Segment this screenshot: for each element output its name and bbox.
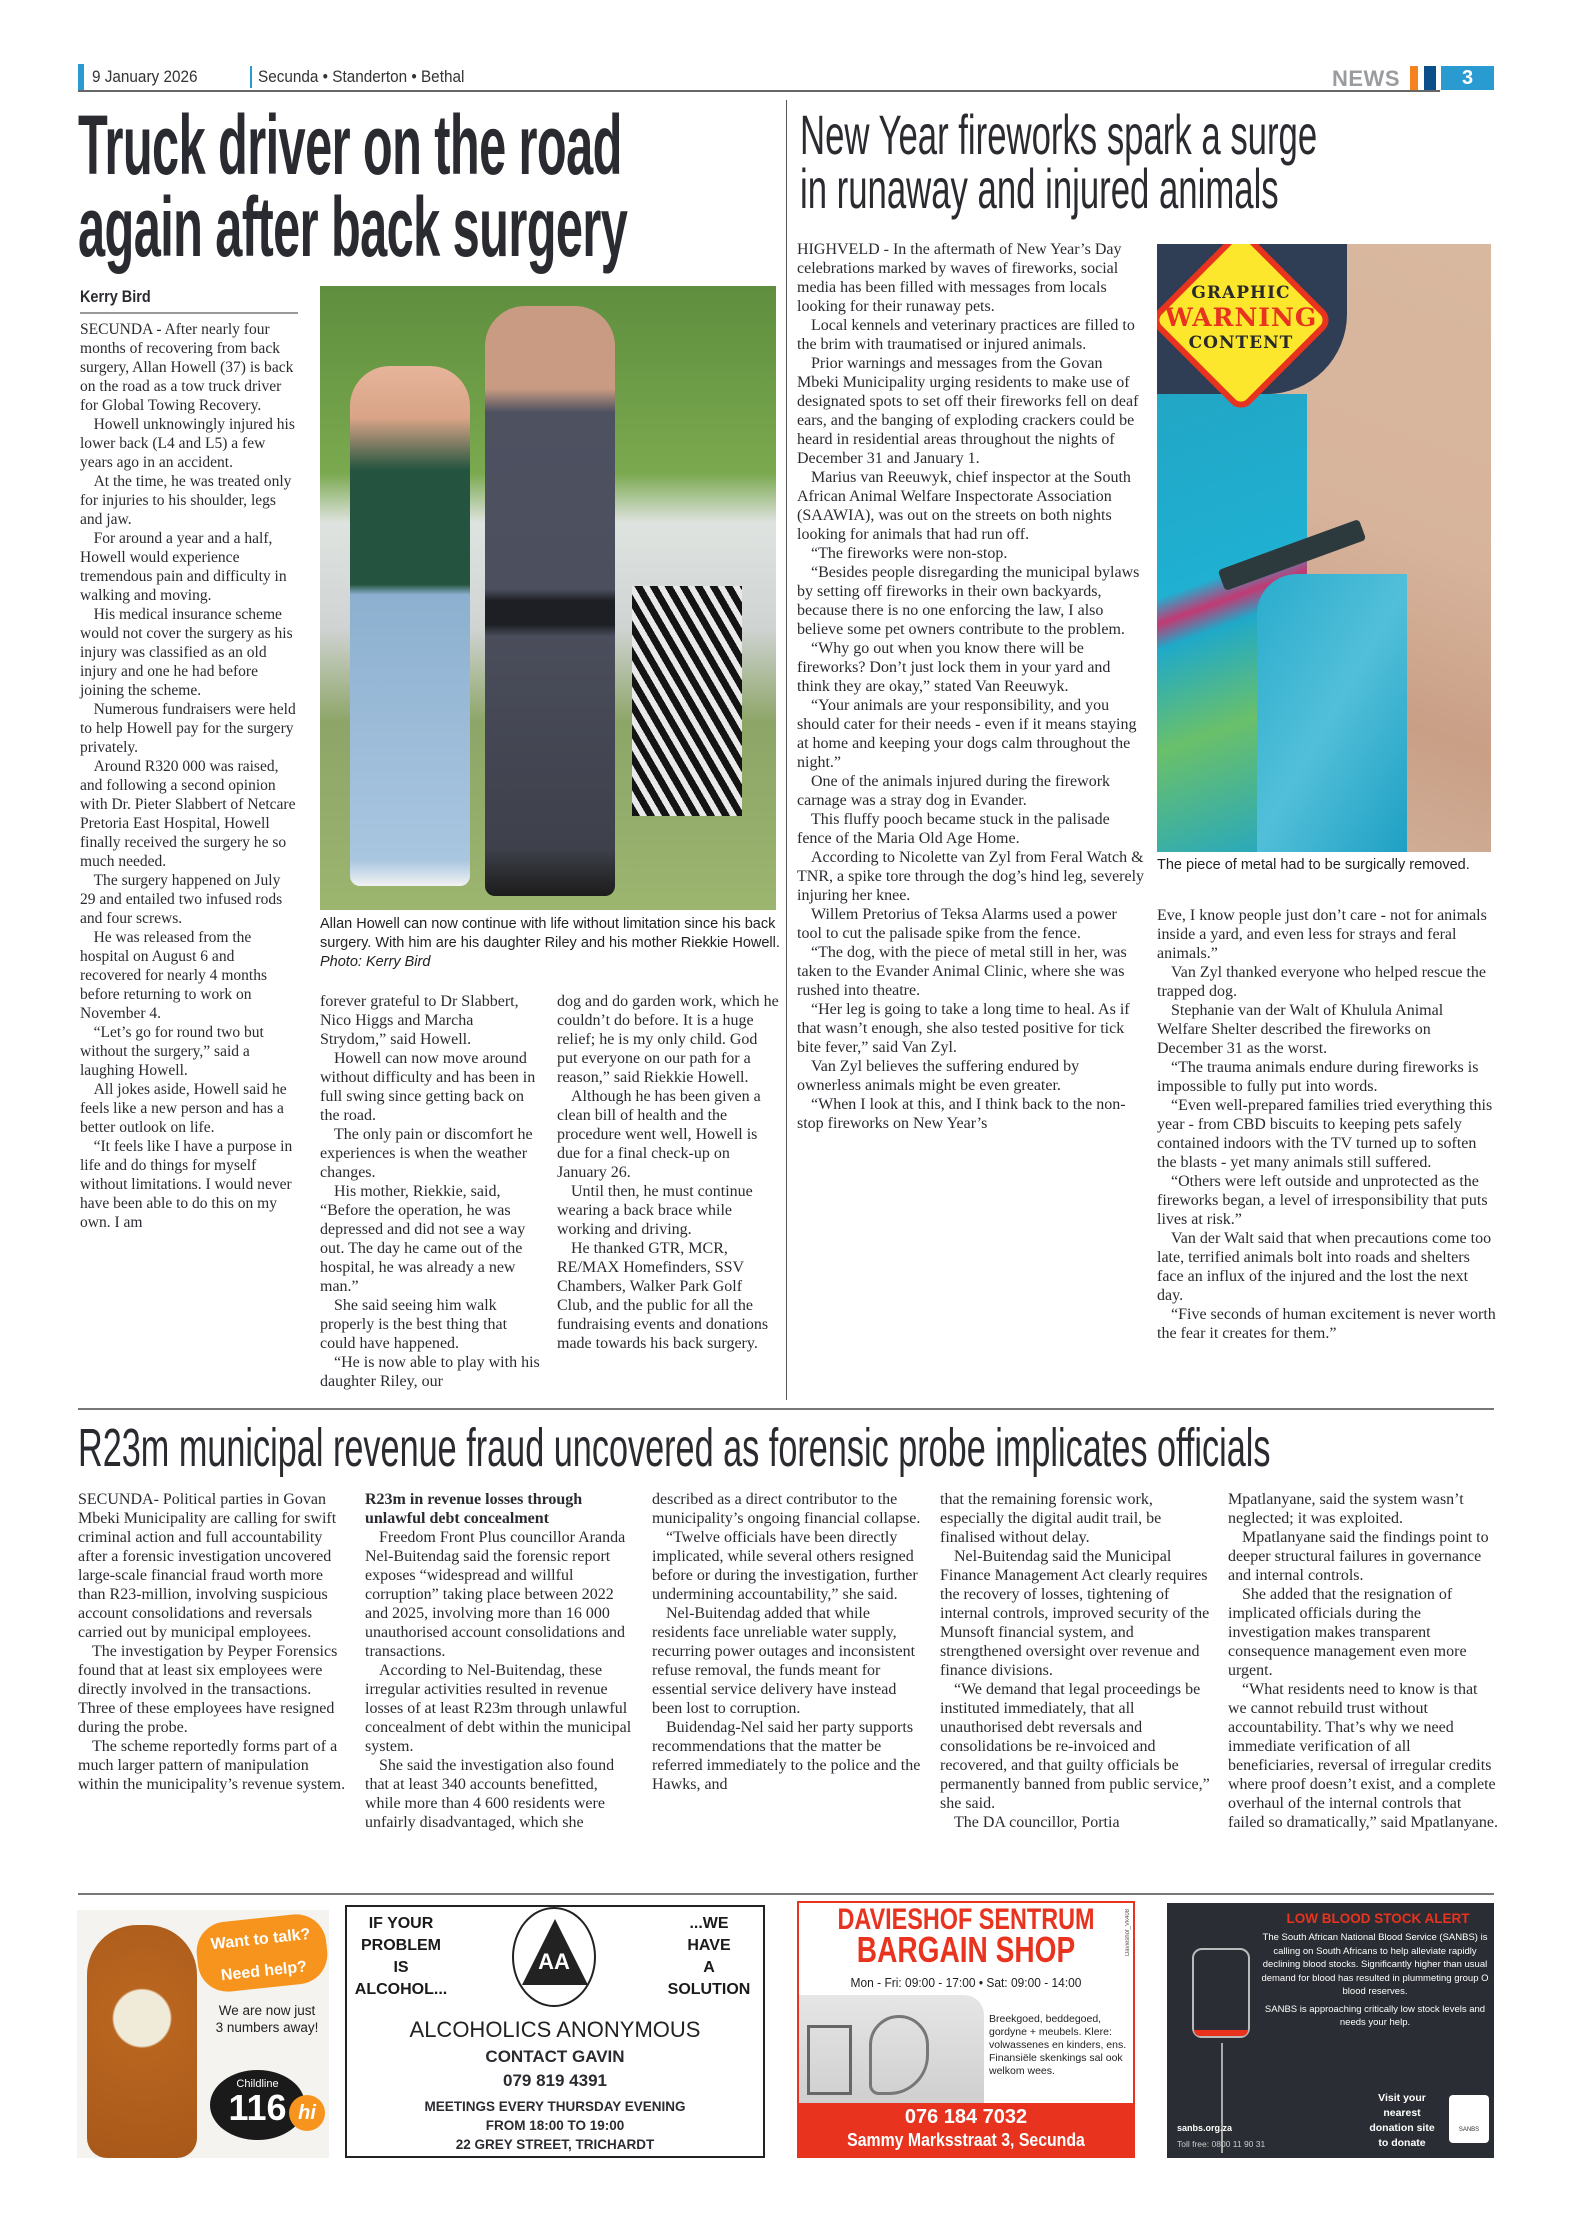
article2-photo	[1157, 244, 1491, 852]
bargain-description: Breekgoed, beddegoed, gordyne + meubels. Klere: volwassenes en kinders, ens. Finansiële skenkings sal ook welkom wees.	[989, 2013, 1127, 2077]
paragraph: One of the animals injured during the firework carnage was a stray dog in Evander.	[797, 773, 1111, 809]
aa-meeting-info	[347, 2097, 763, 2154]
page-number: 3	[1441, 66, 1494, 90]
paragraph: SECUNDA - After nearly four months of recovering from back surgery, Allan Howell (37) is back on the road as a tow truck driver for Global Towing Recovery.	[80, 321, 294, 414]
speech-bubble-icon	[194, 1911, 329, 1994]
sanbs-title: LOW BLOOD STOCK ALERT	[1286, 1911, 1470, 1926]
photo-fabric	[1257, 574, 1407, 852]
aa-line: SOLUTION	[667, 1981, 751, 1998]
sanbs-toll-free: Toll free: 0800 11 90 31	[1177, 2139, 1266, 2149]
paragraph: “He is now able to play with his daughter Riley, our	[320, 1354, 540, 1390]
paragraph: According to Nel-Buitendag, these irregular activities resulted in revenue losses of at least R23m through unlawful concealment of debt within the municipal system.	[365, 1662, 632, 1755]
tagline-line: 3 numbers away!	[215, 2020, 319, 2035]
aa-line: HAVE	[687, 1937, 731, 1954]
paragraph: Although he has been given a clean bill of health and the procedure went well, Howell is due for a final check-up on January 26.	[557, 1088, 761, 1181]
paragraph: This fluffy pooch became stuck in the palisade fence of the Maria Old Age Home.	[797, 811, 1110, 847]
paragraph: dog and do garden work, which he couldn’t do before. It is a huge relief; he is my only child. God put everyone on our path for a reason,” said Riekkie Howell.	[557, 993, 779, 1086]
article1-column-2	[320, 992, 542, 1391]
article1-column-3	[557, 992, 781, 1353]
paragraph: She said seeing him walk properly is the best thing that could have happened.	[320, 1297, 508, 1352]
aa-contact: CONTACT GAVIN	[485, 2047, 625, 2066]
article3-column-1	[78, 1490, 350, 1794]
bargain-title: DAVIESHOF SENTRUM	[837, 1903, 1095, 1936]
aa-line: ALCOHOL...	[354, 1981, 448, 1998]
aa-phone: 079 819 4391	[503, 2071, 607, 2090]
sanbs-paragraph: The South African National Blood Service (SANBS) is calling on South Africans to help alleviate rapidly declining blood stocks. Significantly higher than usual demand for blood has resulted in plummeting group O blood reserves.	[1261, 1932, 1489, 1997]
paragraph: The investigation by Peyper Forensics found that at least six employees were directly involved in the transactions. Three of these employees have resigned during the probe.	[78, 1643, 338, 1736]
sanbs-visit: Visit your nearest donation site to donate	[1369, 2092, 1435, 2149]
paragraph: The scheme reportedly forms part of a much larger pattern of manipulation within the municipality’s revenue system.	[78, 1738, 346, 1793]
subheading: R23m in revenue losses through unlawful debt concealment	[365, 1491, 583, 1527]
paragraph: “Your animals are your responsibility, and you should cater for their needs - even if it means staying at home and keeping your dogs calm throughout the night.”	[797, 697, 1137, 771]
paragraph: He was released from the hospital on August 6 and recovered for nearly 4 months before returning to work on November 4.	[80, 929, 268, 1022]
section-label: NEWS	[1332, 66, 1400, 91]
meeting-line: MEETINGS EVERY THURSDAY EVENING	[424, 2099, 686, 2114]
aa-logo-icon	[512, 1907, 596, 2007]
paragraph: According to Nicolette van Zyl from Feral Watch & TNR, a spike tore through the dog’s hind leg, severely injuring her knee.	[797, 849, 1145, 904]
paragraph: Willem Pretorius of Teksa Alarms used a power tool to cut the palisade spike from the fence.	[797, 906, 1117, 942]
paragraph: described as a direct contributor to the municipality’s ongoing financial collapse.	[652, 1491, 921, 1527]
bargain-phone: 076 184 7032	[904, 2106, 1028, 2128]
paragraph: “The dog, with the piece of metal still in her, was taken to the Evander Animal Clinic, where she was rushed into theatre.	[797, 944, 1127, 999]
paragraph: “When I look at this, and I think back to the non-stop fireworks on New Year’s	[797, 1096, 1126, 1132]
childline-ad[interactable]	[77, 1910, 329, 2158]
article2-column-2	[1157, 906, 1497, 1343]
paragraph: For around a year and a half, Howell would experience tremendous pain and difficulty in walking and moving.	[80, 530, 287, 604]
paragraph: “Besides people disregarding the municipal bylaws by setting off fireworks in their own backyards, because there is no one enforcing the law, I also believe some pet owners contribute to the problem.	[797, 564, 1140, 638]
paragraph: “What residents need to know is that we cannot rebuild trust without accountability. That’s why we need immediate verification of all beneficiaries, reversal of irregular credits where proof doesn’t exist, and a complete overhaul of the internal controls that failed so dramatically,” said Mpatlanyane.	[1228, 1681, 1498, 1831]
aa-line: A	[703, 1959, 715, 1976]
paragraph: His medical insurance scheme would not cover the surgery as his injury was classified as an old injury and one he had before joining the scheme.	[80, 606, 293, 699]
headline-line: in runaway and injured animals	[800, 157, 1279, 220]
blood-tube-icon	[1221, 2043, 1361, 2153]
sanbs-website[interactable]: sanbs.org.za	[1177, 2123, 1233, 2133]
paragraph: Mpatlanyane, said the system wasn’t neglected; it was exploited.	[1228, 1491, 1464, 1527]
paragraph: Nel-Buitendag added that while residents face unreliable water supply, recurring power outages and inconsistent refuse removal, the funds meant for essential service delivery have instead been lost to corruption.	[652, 1605, 916, 1717]
aa-line: IS	[393, 1959, 409, 1976]
paragraph: “Why go out when you know there will be fireworks? Don’t just lock them in your yard and think they are okay,” stated Van Reeuwyk.	[797, 640, 1111, 695]
paragraph: “The fireworks were non-stop.	[811, 545, 1008, 562]
article2-headline	[800, 103, 1482, 220]
ads-divider	[78, 1893, 1494, 1895]
paragraph: The DA councillor, Portia	[954, 1814, 1120, 1831]
photo-credit: Photo: Kerry Bird	[320, 954, 431, 970]
paragraph: Freedom Front Plus councillor Aranda Nel-Buitendag said the forensic report exposes “widespread and willful corruption” taking place between 2022 and 2025, involving more than 16 000 unauthorised account consolidations and transactions.	[365, 1529, 626, 1660]
paragraph: Van Zyl believes the suffering endured by ownerless animals might be even greater.	[797, 1058, 1080, 1094]
rocking-chair-icon	[869, 2015, 929, 2095]
bargain-shop-ad[interactable]	[797, 1901, 1135, 2158]
aa-name: ALCOHOLICS ANONYMOUS	[409, 2017, 701, 2042]
hi-bubble-icon: hi	[289, 2095, 325, 2131]
paragraph: SECUNDA- Political parties in Govan Mbeki Municipality are calling for swift criminal action and full accountability after a forensic investigation uncovered large-scale financial fraud worth more than R23-million, involving suspicious account consolidations and reversals carried out by municipal employees.	[78, 1491, 337, 1641]
photo-figure-daughter	[350, 366, 470, 886]
paragraph: All jokes aside, Howell said he feels like a new person and has a better outlook on life.	[80, 1081, 287, 1136]
paragraph: “Five seconds of human excitement is never worth the fear it creates for them.”	[1157, 1306, 1496, 1342]
childline-number: 116	[228, 2087, 287, 2128]
childline-brand: Childline	[236, 2078, 279, 2090]
warning-line: GRAPHIC	[1191, 283, 1291, 303]
article3-column-5	[1228, 1490, 1500, 1832]
sanbs-body	[1259, 1931, 1491, 2034]
bargain-address: Sammy Marksstraat 3, Secunda	[847, 2130, 1085, 2150]
paragraph: Howell unknowingly injured his lower back (L4 and L5) a few years ago in an accident.	[80, 416, 295, 471]
article3-column-3	[652, 1490, 924, 1794]
article3-headline: R23m municipal revenue fraud uncovered as forensic probe implicates officials	[78, 1418, 1271, 1478]
page-masthead	[78, 64, 1494, 92]
section-divider	[78, 1408, 1494, 1410]
aa-line: ...WE	[689, 1915, 729, 1932]
headline-line: again after back surgery	[78, 180, 628, 274]
paragraph: Howell can now move around without difficulty and has been in full swing since getting back on the road.	[320, 1050, 536, 1124]
warning-line: CONTENT	[1188, 333, 1294, 353]
aa-line: PROBLEM	[361, 1937, 441, 1954]
article1-headline	[78, 98, 687, 274]
aa-left-text	[351, 1913, 451, 2001]
paragraph: “Others were left outside and unprotected as the fireworks began, a level of irresponsibility that puts lives at risk.”	[1157, 1173, 1488, 1228]
bargain-hours: Mon - Fri: 09:00 - 17:00 • Sat: 09:00 - 14:00	[850, 1975, 1082, 1990]
paragraph: He thanked GTR, MCR, RE/MAX Homefinders, SSV Chambers, Walker Park Golf Club, and the public for all the fundraising events and donations made towards his back surgery.	[557, 1240, 769, 1352]
paragraph: Buidendag-Nel said her party supports recommendations that the matter be referred immediately to the police and the Hawks, and	[652, 1719, 921, 1793]
bargain-title: BARGAIN SHOP	[856, 1929, 1076, 1970]
sanbs-blood-ad[interactable]	[1167, 1903, 1494, 2158]
aa-logo-text: AA	[538, 1949, 570, 1974]
paragraph: “The trauma animals endure during fireworks is impossible to fully put into words.	[1157, 1059, 1479, 1095]
aa-right-text	[659, 1913, 759, 2001]
blood-level	[1194, 2030, 1248, 2036]
paragraph: Around R320 000 was raised, and following a second opinion with Dr. Pieter Slabbert of Netcare Pretoria East Hospital, Howell finally received the surgery he so much needed.	[80, 758, 296, 870]
paragraph: His mother, Riekkie, said, “Before the operation, he was depressed and did not see a way out. The day he came out of the hospital, he was already a new man.”	[320, 1183, 526, 1295]
paragraph: Local kennels and veterinary practices are filled to the brim with traumatised or injured animals.	[797, 317, 1135, 353]
paragraph: Prior warnings and messages from the Govan Mbeki Municipality urging residents to make use of designated spots to set off their fireworks fell on deaf ears, and the banging of exploding crackers could be heard in residential areas throughout the nights of December 31 and January 1.	[797, 355, 1139, 467]
paragraph: Van der Walt said that when precautions come too late, terrified animals bolt into roads and shelters face an influx of the injured and the lost the next day.	[1157, 1230, 1492, 1304]
sanbs-logo-icon: SANBS	[1449, 2095, 1489, 2143]
paragraph: Marius van Reeuwyk, chief inspector at the South African Animal Welfare Inspectorate Association (SAAWIA), was out on the streets on both nights looking for animals that had run off.	[797, 469, 1131, 543]
paragraph: The only pain or discomfort he experiences is when the weather changes.	[320, 1126, 533, 1181]
article3-column-2	[365, 1490, 637, 1832]
paragraph: At the time, he was treated only for injuries to his shoulder, legs and jaw.	[80, 473, 292, 528]
caption-text: Allan Howell can now continue with life without limitation since his back surgery. With him are his daughter Riley and his mother Riekkie Howell.	[320, 916, 780, 951]
paragraph: “Let’s go for round two but without the surgery,” said a laughing Howell.	[80, 1024, 264, 1079]
meeting-line: 22 GREY STREET, TRICHARDT	[455, 2137, 655, 2152]
article1-photo	[320, 286, 776, 910]
paragraph: Stephanie van der Walt of Khulula Animal Welfare Shelter described the fireworks on December 31 as the worst.	[1157, 1002, 1444, 1057]
ad-code: Davieshof_Vk408	[1125, 1909, 1131, 1957]
photo-figure-mother-pants	[632, 586, 742, 816]
paragraph: “Her leg is going to take a long time to heal. As if that wasn’t enough, she also tested positive for tick bite fever,” said Van Zyl.	[797, 1001, 1130, 1056]
masthead-accent-bar	[78, 64, 84, 90]
paragraph: Eve, I know people just don’t care - not for animals inside a yard, and even less for strays and feral animals.”	[1157, 907, 1487, 962]
column-divider	[786, 100, 787, 1400]
paragraph: Nel-Buitendag said the Municipal Finance Management Act clearly requires the recovery of losses, tightening of internal controls, improved security of the Munsoft financial system, and strengthened oversight over revenue and finance divisions.	[940, 1548, 1210, 1679]
childline-tagline	[207, 2002, 327, 2036]
blood-bag-icon	[1192, 1948, 1250, 2038]
paragraph: Van Zyl thanked everyone who helped rescue the trapped dog.	[1157, 964, 1486, 1000]
edition-places: Secunda • Standerton • Bethal	[258, 67, 465, 86]
article1-column-1	[80, 320, 306, 1232]
paragraph: She added that the resignation of implicated officials during the investigation makes transparent consequence management even more urgent.	[1228, 1586, 1467, 1679]
byline: Kerry Bird	[80, 287, 151, 306]
paragraph: “Even well-prepared families tried everything this year - from CBD biscuits to keeping pets safely contained indoors with the TV turned up to soften the blasts - yet many animals still suffered.	[1157, 1097, 1493, 1171]
issue-date: 9 January 2026	[92, 67, 198, 86]
paragraph: “It feels like I have a purpose in life and do things for myself without limitations. I would never have been able to do this on my own. I am	[80, 1138, 293, 1231]
paragraph: Numerous fundraisers were held to help Howell pay for the surgery privately.	[80, 701, 296, 756]
paragraph: Mpatlanyane said the findings point to deeper structural failures in governance and internal controls.	[1228, 1529, 1489, 1584]
paragraph: “We demand that legal proceedings be instituted immediately, that all unauthorised debt reversals and consolidations be re-invoiced and recovered, and that guilty officials be permanently banned from public service,” she said.	[940, 1681, 1210, 1812]
headline-line: Truck driver on the road	[78, 98, 622, 192]
article2-photo-caption: The piece of metal had to be surgically removed.	[1157, 857, 1470, 873]
paragraph: The surgery happened on July 29 and entailed two infused rods and four screws.	[80, 872, 283, 927]
sanbs-paragraph: SANBS is approaching critically low stock levels and needs your help.	[1264, 2003, 1486, 2028]
paragraph: She said the investigation also found that at least 340 accounts benefitted, while more than 4 600 residents were unfairly disadvantaged, which she	[365, 1757, 615, 1831]
paragraph: forever grateful to Dr Slabbert, Nico Higgs and Marcha Strydom,” said Howell.	[320, 993, 519, 1048]
paragraph: Until then, he must continue wearing a back brace while working and driving.	[557, 1183, 753, 1238]
headline-line: New Year fireworks spark a surge	[800, 103, 1318, 166]
teddy-bear-image	[87, 1925, 197, 2158]
meeting-line: FROM 18:00 TO 19:00	[485, 2118, 625, 2133]
section-bar-orange	[1410, 66, 1418, 90]
masthead-separator	[250, 66, 252, 88]
alcoholics-anonymous-ad[interactable]	[345, 1905, 765, 2158]
paragraph: HIGHVELD - In the aftermath of New Year’s Day celebrations marked by waves of fireworks, social media has been filled with messages from locals looking for their runaway pets.	[797, 241, 1122, 315]
aa-line: IF YOUR	[368, 1915, 434, 1932]
graphic-warning-label	[1157, 282, 1339, 354]
article2-column-1	[797, 240, 1145, 1133]
masthead-rule	[78, 90, 1440, 92]
warning-line: WARNING	[1164, 303, 1318, 332]
bargain-footer	[799, 2103, 1133, 2158]
section-bar-navy	[1424, 66, 1436, 90]
bubble-line: Need help?	[220, 1958, 308, 1985]
paragraph: “Twelve officials have been directly implicated, while several others resigned before or during the investigation, further undermining accountability,” she said.	[652, 1529, 918, 1603]
bubble-line: Want to talk?	[210, 1925, 312, 1954]
paragraph: that the remaining forensic work, especially the digital audit trail, be finalised without delay.	[940, 1491, 1162, 1546]
photo-figure-allan	[485, 306, 615, 896]
shelf-icon	[807, 2025, 852, 2095]
furniture-image	[799, 1995, 984, 2103]
article3-column-4	[940, 1490, 1212, 1832]
byline-rule	[80, 312, 298, 314]
tagline-line: We are now just	[218, 2003, 316, 2018]
article1-photo-caption	[320, 915, 780, 972]
